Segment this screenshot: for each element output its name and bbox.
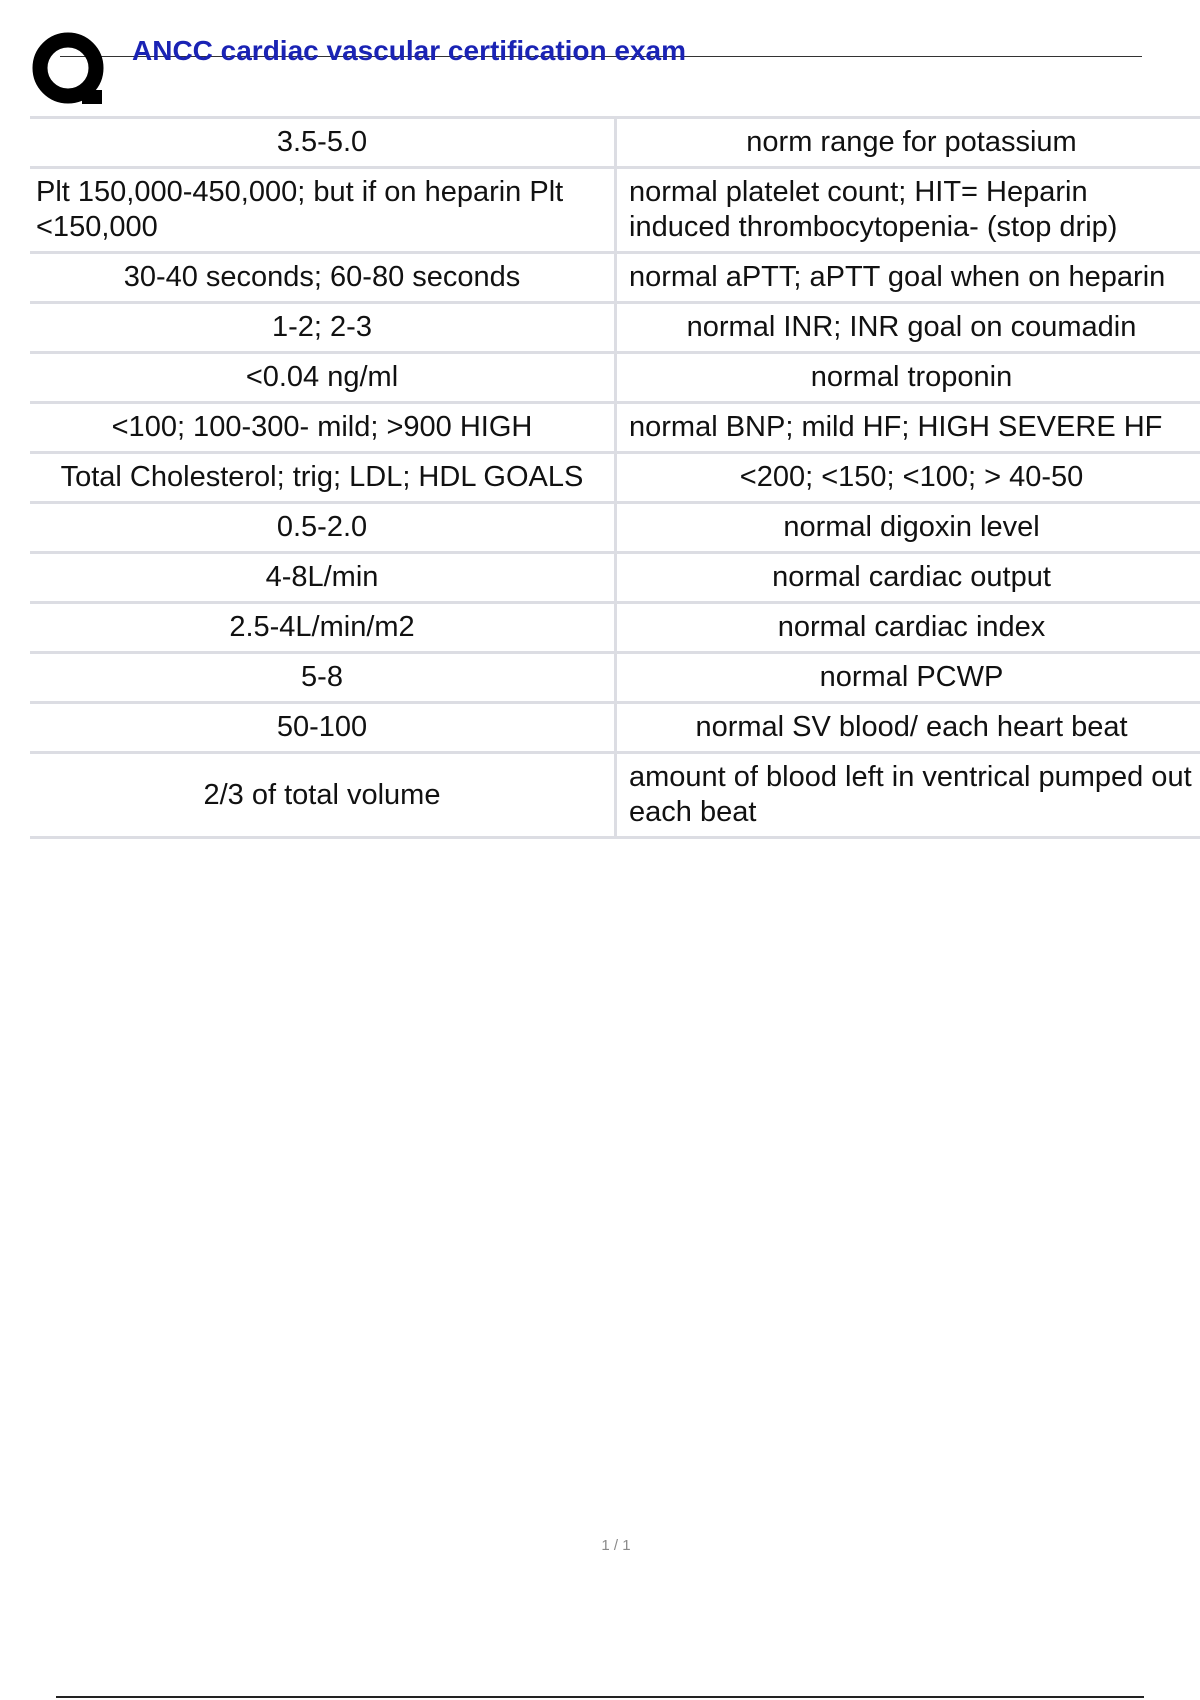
- quizlet-q-logo-icon: [30, 30, 112, 112]
- table-row: [30, 753, 1200, 838]
- card-definition: normal cardiac index: [777, 611, 1046, 643]
- table-row: [30, 453, 1200, 503]
- card-definition: normal SV blood/ each heart beat: [695, 711, 1128, 743]
- card-term: 30-40 seconds; 60-80 seconds: [30, 253, 616, 303]
- card-term: 50-100: [30, 703, 616, 753]
- flashcard-table: [30, 116, 1200, 839]
- card-definition: normal troponin: [810, 361, 1013, 393]
- card-term: 4-8L/min: [30, 553, 616, 603]
- table-row: [30, 253, 1200, 303]
- page-number: 1 / 1: [601, 1537, 631, 1554]
- card-definition: normal INR; INR goal on coumadin: [686, 311, 1137, 343]
- table-row: [30, 603, 1200, 653]
- card-term: 3.5-5.0: [30, 118, 616, 168]
- card-term: 0.5-2.0: [30, 503, 616, 553]
- card-term: 2/3 of total volume: [30, 753, 616, 838]
- table-row: [30, 553, 1200, 603]
- table-row: [30, 653, 1200, 703]
- card-term: Total Cholesterol; trig; LDL; HDL GOALS: [30, 453, 616, 503]
- card-definition: <200; <150; <100; > 40-50: [739, 461, 1084, 493]
- card-definition: normal BNP; mild HF; HIGH SEVERE HF: [629, 411, 1163, 443]
- card-term: 2.5-4L/min/m2: [30, 603, 616, 653]
- table-row: [30, 353, 1200, 403]
- document-title: ANCC cardiac vascular certification exam: [132, 35, 687, 66]
- card-definition: normal platelet count; HIT= Heparin induced thrombocytopenia- (stop drip): [629, 176, 1118, 243]
- card-definition: normal aPTT; aPTT goal when on heparin: [629, 261, 1166, 293]
- card-term: 1-2; 2-3: [30, 303, 616, 353]
- card-definition: norm range for potassium: [746, 126, 1077, 158]
- table-row: [30, 168, 1200, 253]
- card-term: <100; 100-300- mild; >900 HIGH: [30, 403, 616, 453]
- card-term: Plt 150,000-450,000; but if on heparin Plt <150,000: [30, 168, 616, 253]
- card-definition: normal cardiac output: [772, 561, 1051, 593]
- table-row: [30, 303, 1200, 353]
- table-row: [30, 118, 1200, 168]
- card-term: <0.04 ng/ml: [30, 353, 616, 403]
- table-row: [30, 503, 1200, 553]
- table-row: [30, 703, 1200, 753]
- card-definition: normal PCWP: [819, 661, 1004, 693]
- footer-rule: [56, 1696, 1144, 1698]
- table-row: [30, 403, 1200, 453]
- card-definition: amount of blood left in ventrical pumped out each beat: [629, 761, 1192, 828]
- card-term: 5-8: [30, 653, 616, 703]
- card-definition: normal digoxin level: [783, 511, 1040, 543]
